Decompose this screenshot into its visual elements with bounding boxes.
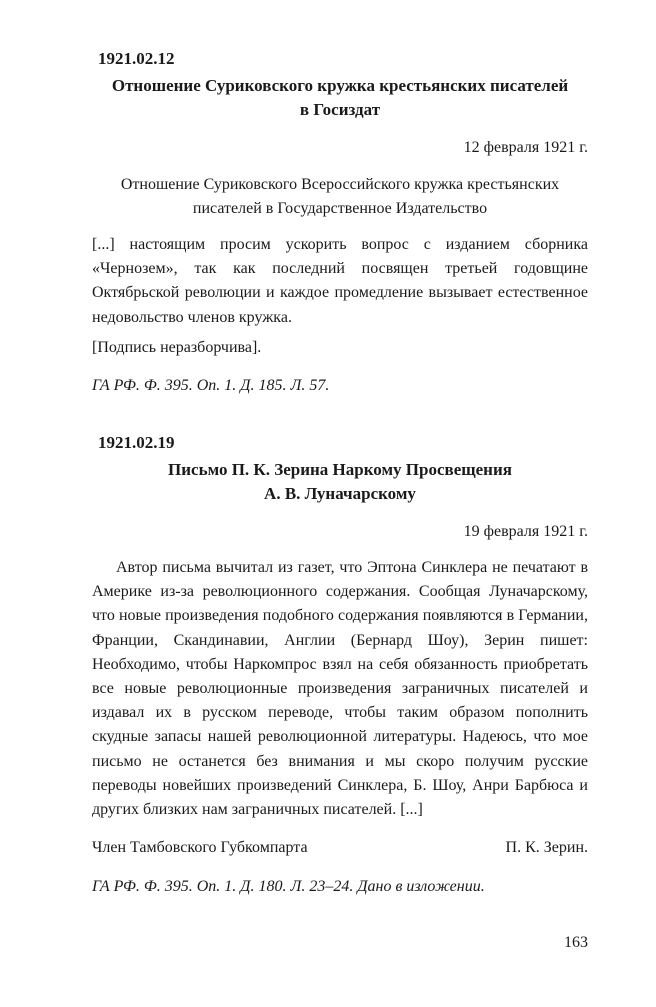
doc1-subtitle-line1: Отношение Суриковского Всероссийского кружка крестьянских [120, 176, 560, 193]
doc2-date: 19 февраля 1921 г. [463, 523, 588, 540]
doc1-body [92, 233, 588, 330]
doc2-signature-name: П. К. Зерин. [505, 839, 588, 856]
doc2-body-text: Автор письма вычитал из газет, что Эптона Синклера не печатают в Америке из-за революционного содержания. Сообщая Луначарскому, что новые произведения подобного содержания появляются в Германии, Франции, Скандинавии, Англии (Бернард Шоу), Зерин пишет: Необходимо, чтобы Наркомпрос взял на себя обязанность приобретать все новые революционные произведения заграничных писателей и издавал их в русском переводе, чтобы таким образом пополнить скудные запасы нашей революционной литературы. Надеюсь, что мое письмо не останется без внимания и мы скоро получим русские переводы новейших произведений Синклера, Б. Шоу, Анри Барбюса и других близких нам заграничных писателей. [...] [92, 559, 588, 819]
doc2-title-line1: Письмо П. К. Зерина Наркому Просвещения [168, 460, 512, 479]
doc1-archive-ref: ГА РФ. Ф. 395. Оп. 1. Д. 185. Л. 57. [92, 377, 330, 394]
doc1-subtitle-line2: писателей в Государственное Издательство [192, 200, 488, 217]
doc1-title-line1: Отношение Суриковского кружка крестьянских писателей [111, 76, 569, 95]
doc2-signature-position: Член Тамбовского Губкомпарта [92, 839, 308, 856]
doc2-id: 1921.02.19 [98, 433, 175, 452]
doc1-date: 12 февраля 1921 г. [463, 139, 588, 156]
doc1-id: 1921.02.12 [98, 49, 175, 68]
doc2-body [92, 556, 588, 822]
doc1-title-line2: в Госиздат [299, 100, 381, 119]
doc2-archive-ref: ГА РФ. Ф. 395. Оп. 1. Д. 180. Л. 23–24. Дано в изложении. [92, 878, 485, 895]
doc1-body-text: [...] настоящим просим ускорить вопрос с изданием сборника «Чернозем», так как последний посвящен третьей годовщине Октябрьской революции и каждое промедление вызывает естественное недовольство членов кружка. [92, 236, 588, 326]
doc1-signature-note: [Подпись неразборчива]. [92, 339, 262, 356]
doc2-title-line2: А. В. Луначарскому [264, 484, 416, 503]
page-number: 163 [564, 934, 588, 951]
